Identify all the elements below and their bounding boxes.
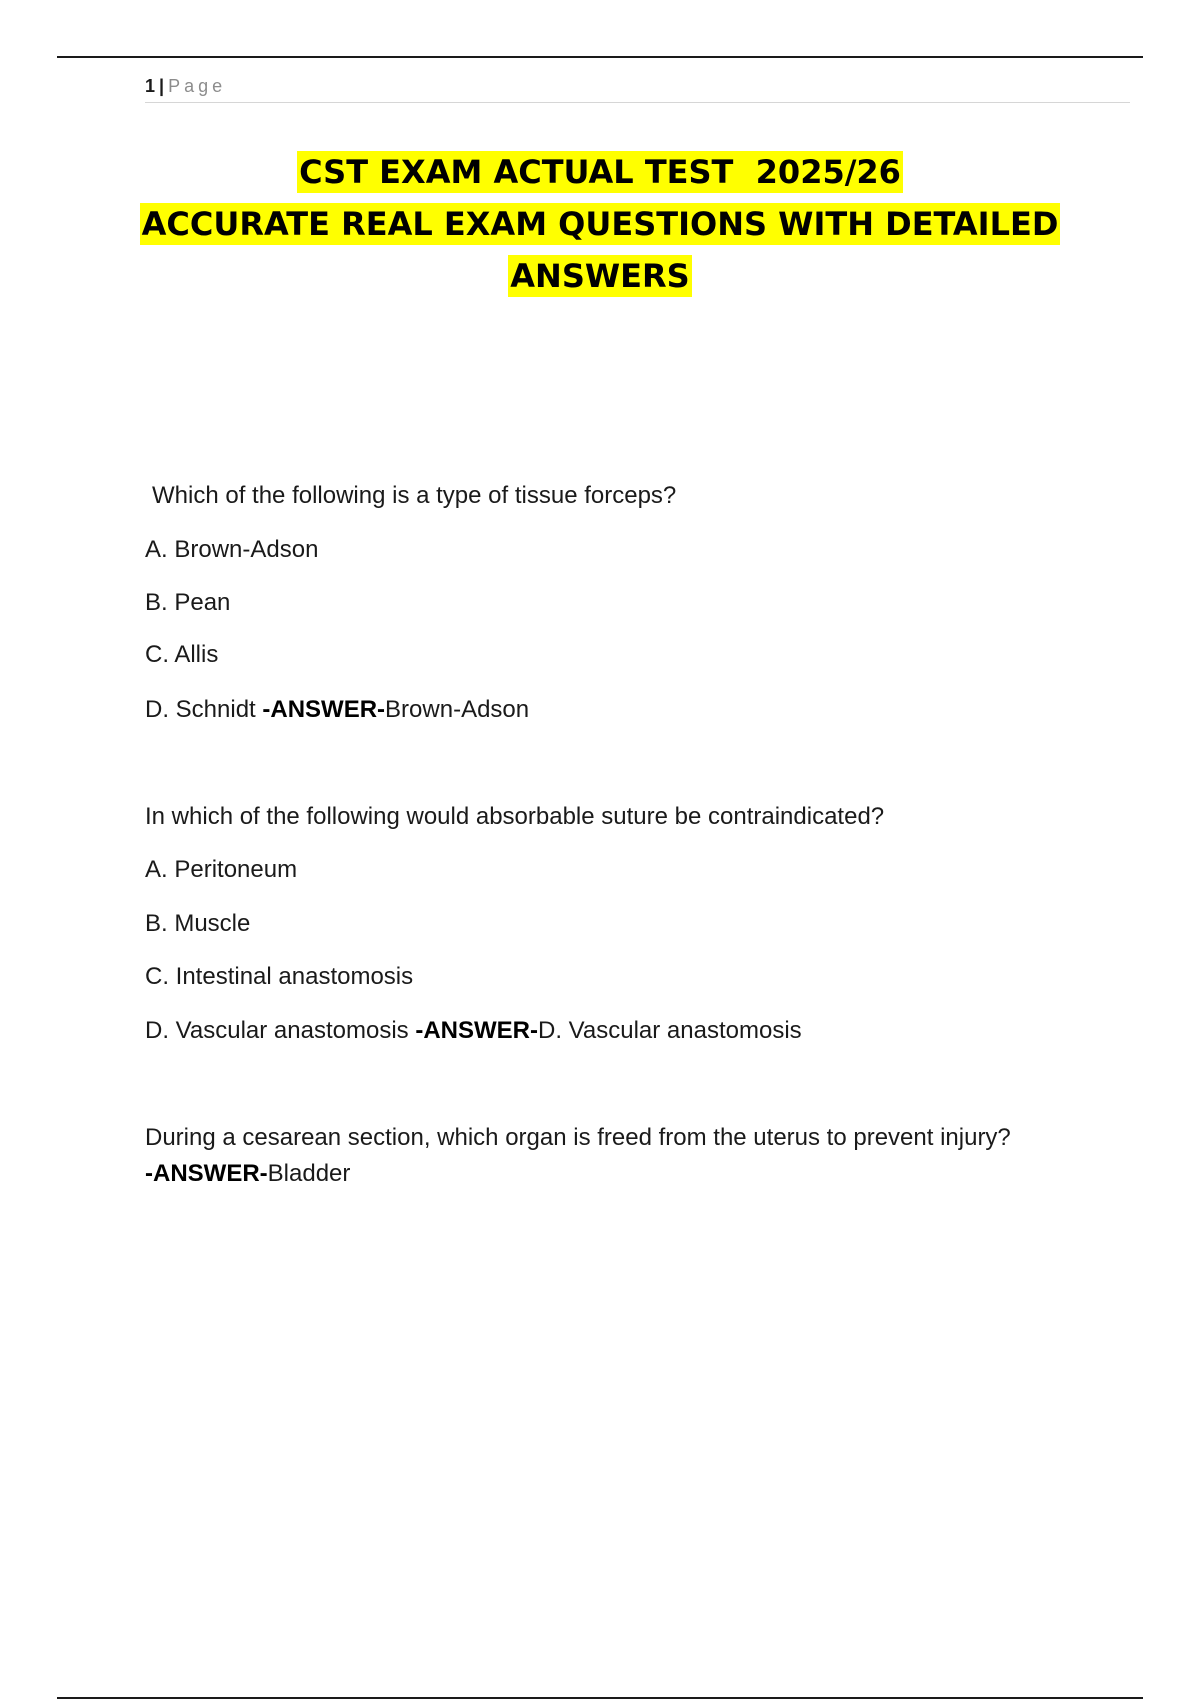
question-1-answer: Brown-Adson <box>385 696 530 723</box>
title-line-1: CST EXAM ACTUAL TEST 2025/26 <box>299 153 901 191</box>
page-separator: | <box>159 76 165 96</box>
question-2-option-c: C. Intestinal anastomosis <box>145 963 414 990</box>
title-line-2: ACCURATE REAL EXAM QUESTIONS WITH DETAILED <box>141 205 1059 243</box>
document-title <box>100 146 1100 302</box>
answer-marker: -ANSWER- <box>262 696 386 723</box>
question-2-text: In which of the following would absorbable suture be contraindicated? <box>145 803 885 830</box>
question-3-answer: Bladder <box>267 1160 351 1187</box>
question-1-option-a: A. Brown-Adson <box>145 536 319 563</box>
page-label: Page <box>168 76 227 96</box>
question-2-option-d-with-answer <box>145 1013 802 1049</box>
answer-marker: -ANSWER- <box>145 1160 268 1187</box>
question-3-answer-line <box>145 1156 350 1192</box>
question-1-option-b: B. Pean <box>145 589 231 616</box>
question-2-option-d: D. Vascular anastomosis <box>145 1017 409 1044</box>
page-header <box>145 74 1130 103</box>
title-line-3: ANSWERS <box>510 257 690 295</box>
question-2-option-b: B. Muscle <box>145 910 251 937</box>
bottom-rule <box>57 1697 1143 1699</box>
question-2-answer: D. Vascular anastomosis <box>538 1017 802 1044</box>
question-1-option-d-with-answer <box>145 692 529 728</box>
page-number: 1 <box>145 76 156 96</box>
question-1-text: Which of the following is a type of tissue forceps? <box>152 482 677 509</box>
question-3-text: During a cesarean section, which organ is freed from the uterus to prevent injury? <box>145 1124 1011 1151</box>
question-1-option-d: D. Schnidt <box>145 696 256 723</box>
question-2-option-a: A. Peritoneum <box>145 856 298 883</box>
question-1-option-c: C. Allis <box>145 641 219 668</box>
top-rule <box>57 56 1143 58</box>
answer-marker: -ANSWER- <box>415 1017 538 1044</box>
